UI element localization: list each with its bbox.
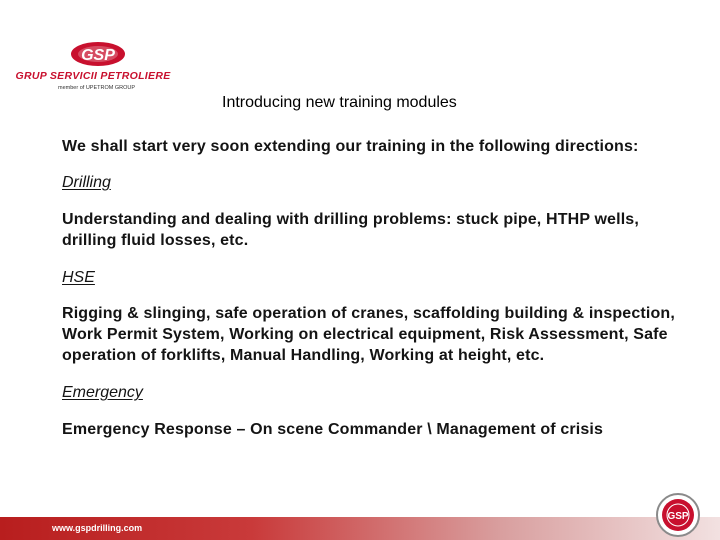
footer-website: www.gspdrilling.com xyxy=(52,523,143,533)
seal-text: GSP xyxy=(667,511,689,522)
company-seal-icon xyxy=(655,492,701,538)
company-logo xyxy=(10,36,175,96)
page-title: Introducing new training modules xyxy=(222,94,457,111)
section-heading-hse: HSE xyxy=(62,269,95,286)
slide-content xyxy=(62,136,682,440)
section-heading-drilling: Drilling xyxy=(62,174,111,191)
intro-paragraph: We shall start very soon extending our training in the following directions: xyxy=(62,138,639,155)
logo-company-name: GRUP SERVICII PETROLIERE xyxy=(15,70,171,82)
section-body-hse: Rigging & slinging, safe operation of cranes, scaffolding building & inspection, Work Permit System, Working on electrical equipment, Risk Assessment, Safe operation of forklifts, Manual Handling, Working at height, etc. xyxy=(62,305,675,364)
logo-tagline: member of UPETROM GROUP xyxy=(58,85,136,91)
section-heading-emergency: Emergency xyxy=(62,384,143,401)
footer-bar xyxy=(0,517,720,540)
section-body-drilling: Understanding and dealing with drilling problems: stuck pipe, HTHP wells, drilling fluid losses, etc. xyxy=(62,211,639,249)
section-body-emergency: Emergency Response – On scene Commander \ Management of crisis xyxy=(62,421,604,438)
logo-initials: GSP xyxy=(81,47,115,64)
gsp-logo-emblem xyxy=(10,36,175,70)
